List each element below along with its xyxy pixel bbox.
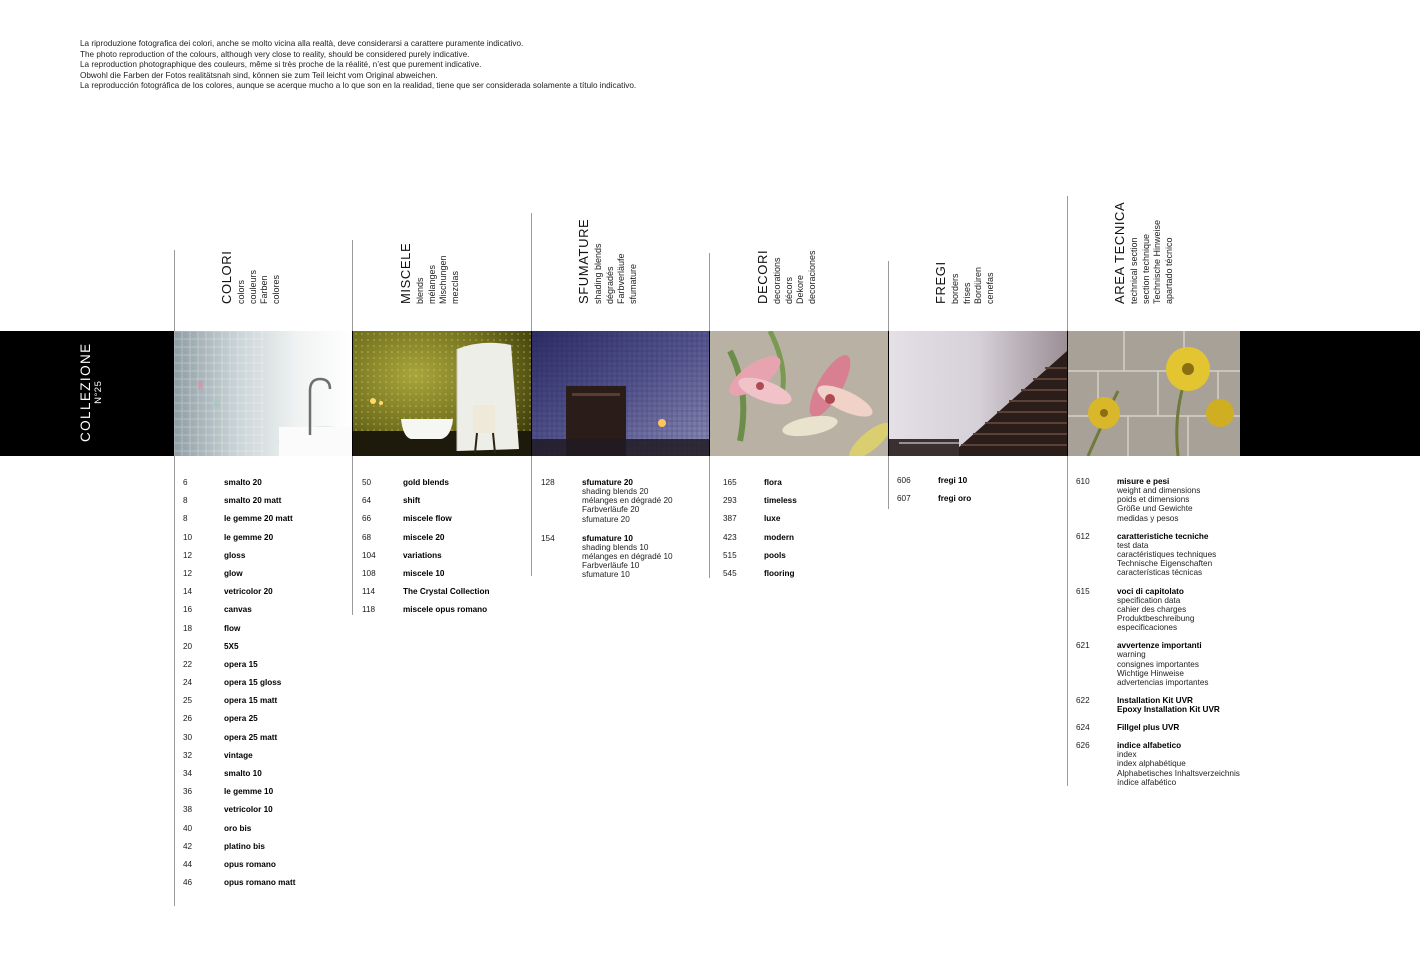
entry-name: caratteristiche tecniche xyxy=(1117,531,1209,541)
section-header-area-tecnica xyxy=(1113,202,1173,304)
page-number: 154 xyxy=(541,533,555,543)
area-tecnica-list xyxy=(1076,477,1240,787)
entry-name: indice alfabetico xyxy=(1117,741,1182,751)
entry-name: vetricolor 20 xyxy=(224,587,273,597)
entry-name: vetricolor 10 xyxy=(224,805,273,815)
section-title: COLORI xyxy=(219,250,234,304)
section-subtitle: colores xyxy=(270,274,281,304)
page-number: 22 xyxy=(183,659,193,669)
section-header-miscele xyxy=(399,243,459,304)
section-subtitle: décors xyxy=(783,276,794,304)
list-item[interactable] xyxy=(1076,723,1240,732)
disclaimer-es: La reproducción fotográfica de los colores, aunque se acerque mucho a lo que son en la realidad, tiene que ser considerada solamente a título indicativo. xyxy=(80,81,637,90)
page-number: 8 xyxy=(183,496,188,506)
page-number: 30 xyxy=(183,732,193,742)
page-number: 34 xyxy=(183,769,193,778)
entry-name: The Crystal Collection xyxy=(403,587,490,597)
entry-name: miscele flow xyxy=(403,514,452,524)
list-item[interactable] xyxy=(183,714,295,732)
page-number: 64 xyxy=(362,496,372,506)
entry-name: shift xyxy=(403,496,421,506)
page-number: 16 xyxy=(183,605,193,615)
page-number: 165 xyxy=(723,478,737,487)
entry-detail: warning xyxy=(1117,650,1146,660)
entry-detail: índice alfabético xyxy=(1117,777,1177,787)
gold-mosaic-bathroom-image xyxy=(353,331,531,456)
page-number: 25 xyxy=(183,696,193,706)
list-item[interactable] xyxy=(183,805,295,823)
photo-sfumature xyxy=(532,331,709,456)
page-number: 68 xyxy=(362,532,372,542)
entry-name: glow xyxy=(224,568,243,578)
section-subtitle: dégradés xyxy=(604,266,615,304)
section-subtitle: blends xyxy=(415,277,425,304)
list-item[interactable] xyxy=(183,533,295,551)
page-number: 128 xyxy=(541,478,555,487)
entry-name: Fillgel plus UVR xyxy=(1117,723,1180,733)
yellow-flower-mosaic-image xyxy=(1068,331,1240,456)
photo-decori xyxy=(710,331,888,456)
entry-name: platino bis xyxy=(224,841,265,851)
list-item[interactable] xyxy=(362,587,489,605)
entry-detail: especificaciones xyxy=(1117,623,1178,633)
entry-detail: poids et dimensions xyxy=(1117,495,1190,505)
entry-detail: consignes importantes xyxy=(1117,659,1199,669)
page-number: 624 xyxy=(1076,723,1090,733)
section-header-decori xyxy=(756,250,816,304)
page-number: 46 xyxy=(183,878,193,888)
section-subtitle: decoraciones xyxy=(806,250,817,304)
entry-detail: test data xyxy=(1117,540,1149,550)
entry-name: fregi oro xyxy=(938,494,972,504)
entry-name: flow xyxy=(224,623,241,633)
section-subtitle: apartado técnico xyxy=(1163,237,1174,304)
section-header-sfumature xyxy=(577,219,637,304)
color-disclaimer xyxy=(80,39,636,92)
list-item[interactable] xyxy=(183,624,295,642)
entry-detail: características técnicas xyxy=(1117,568,1203,578)
entry-detail: caractéristiques techniques xyxy=(1117,550,1217,560)
list-item[interactable] xyxy=(183,787,295,805)
entry-name: variations xyxy=(403,550,442,560)
lily-flower-mosaic-image xyxy=(710,331,888,456)
page-number: 118 xyxy=(362,605,376,615)
entry-detail: index xyxy=(1117,750,1137,760)
section-subtitle: mélanges xyxy=(426,264,437,304)
page-number: 114 xyxy=(362,587,376,597)
page-number: 12 xyxy=(183,550,193,560)
section-title: MISCELE xyxy=(398,242,413,304)
page-number: 32 xyxy=(183,750,193,760)
page-number: 26 xyxy=(183,714,193,724)
collection-brand xyxy=(78,342,104,442)
page-number: 626 xyxy=(1076,741,1090,751)
list-item[interactable] xyxy=(897,476,971,494)
list-item[interactable] xyxy=(183,769,295,787)
section-subtitle: mezclas xyxy=(449,270,460,304)
entry-name: opera 15 matt xyxy=(224,696,278,706)
bathroom-white-tiles-image xyxy=(174,331,352,456)
disclaimer-fr: La reproduction photographique des couleurs, même si très proche de la réalité, n’est que purement indicative. xyxy=(80,60,482,69)
entry-name: misure e pesi xyxy=(1117,477,1170,486)
section-subtitle: couleurs xyxy=(247,269,258,304)
disclaimer-en: The photo reproduction of the colours, although very close to reality, should be considered purely indicative. xyxy=(80,49,470,59)
entry-name: opus romano xyxy=(224,859,276,869)
entry-detail: shading blends 20 xyxy=(582,487,649,496)
page-number: 66 xyxy=(362,514,372,524)
entry-name: le gemme 20 xyxy=(224,532,274,542)
section-title: DECORI xyxy=(755,249,770,304)
entry-name: miscele 20 xyxy=(403,532,445,542)
page-number: 515 xyxy=(723,550,737,560)
entry-name: sfumature 20 xyxy=(582,478,633,487)
entry-name: le gemme 10 xyxy=(224,787,274,797)
list-item[interactable] xyxy=(362,496,489,514)
list-item[interactable] xyxy=(1076,532,1240,578)
list-item[interactable] xyxy=(362,533,489,551)
entry-name: opera 25 xyxy=(224,714,258,724)
photo-colori xyxy=(174,331,352,456)
entry-name: opera 15 gloss xyxy=(224,678,282,688)
section-subtitle: Bordüren xyxy=(973,266,984,304)
photo-area-tecnica xyxy=(1068,331,1240,456)
list-item[interactable] xyxy=(183,551,295,569)
page-number: 18 xyxy=(183,623,193,633)
section-header-colori xyxy=(220,251,280,304)
list-item[interactable] xyxy=(362,514,489,532)
section-subtitle: Dekore xyxy=(795,274,806,304)
entry-name: flora xyxy=(764,478,782,487)
list-item[interactable] xyxy=(362,569,489,587)
page-number: 615 xyxy=(1076,586,1090,596)
list-item[interactable] xyxy=(1076,641,1240,687)
entry-name: le gemme 20 matt xyxy=(224,514,293,524)
page-number: 621 xyxy=(1076,641,1090,651)
decori-list xyxy=(723,478,797,587)
entry-name: pools xyxy=(764,550,786,560)
list-item[interactable] xyxy=(723,569,797,587)
page-number: 38 xyxy=(183,805,193,815)
list-item[interactable] xyxy=(1076,696,1240,714)
blue-shaded-mosaic-image xyxy=(532,331,709,456)
list-item[interactable] xyxy=(183,878,295,896)
entry-name: opera 15 xyxy=(224,659,258,669)
entry-name: timeless xyxy=(764,496,797,506)
list-item[interactable] xyxy=(183,605,295,623)
page-number: 8 xyxy=(183,514,188,524)
section-subtitle: Technische Hinweise xyxy=(1152,219,1163,304)
entry-detail: Alphabetisches Inhaltsverzeichnis xyxy=(1117,768,1240,778)
section-subtitle: cenefas xyxy=(984,272,995,304)
entry-name: smalto 20 matt xyxy=(224,496,282,506)
page-number: 10 xyxy=(183,532,193,542)
section-subtitle: shading blends xyxy=(593,243,603,304)
page-number: 6 xyxy=(183,478,188,487)
photo-fregi xyxy=(889,331,1067,456)
page-number: 108 xyxy=(362,568,376,578)
entry-detail: weight and dimensions xyxy=(1117,486,1201,495)
entry-detail: medidas y pesos xyxy=(1117,513,1179,523)
page-number: 545 xyxy=(723,568,737,578)
section-subtitle: sfumature xyxy=(627,263,638,304)
list-item[interactable] xyxy=(183,842,295,860)
section-subtitle: Mischungen xyxy=(438,255,449,304)
page-number: 50 xyxy=(362,478,372,487)
page-number: 104 xyxy=(362,550,376,560)
page-number: 612 xyxy=(1076,531,1090,541)
list-item[interactable] xyxy=(1076,741,1240,787)
entry-name: gloss xyxy=(224,550,246,560)
section-subtitle: decorations xyxy=(772,257,782,304)
brand-number: N°25 xyxy=(93,380,104,404)
page-number: 423 xyxy=(723,532,737,542)
entry-detail: mélanges en dégradé 10 xyxy=(582,552,673,562)
page-number: 24 xyxy=(183,678,193,688)
list-item[interactable] xyxy=(183,587,295,605)
entry-detail: sfumature 10 xyxy=(582,570,630,580)
page-number: 14 xyxy=(183,587,193,597)
entry-detail: sfumature 20 xyxy=(582,514,630,524)
entry-name: opus romano matt xyxy=(224,878,296,888)
list-item[interactable] xyxy=(897,494,971,512)
entry-detail: Farbverläufe 20 xyxy=(582,505,640,515)
list-item[interactable] xyxy=(362,551,489,569)
list-item[interactable] xyxy=(1076,477,1240,523)
section-subtitle: Farben xyxy=(259,275,270,304)
disclaimer-it: La riproduzione fotografica dei colori, anche se molto vicina alla realtà, deve considerarsi a carattere puramente indicativo. xyxy=(80,39,524,48)
list-item[interactable] xyxy=(723,551,797,569)
section-title: AREA TECNICA xyxy=(1112,201,1127,304)
entry-name: gold blends xyxy=(403,478,449,487)
list-item[interactable] xyxy=(541,534,673,580)
entry-name: luxe xyxy=(764,514,781,524)
list-item[interactable] xyxy=(183,696,295,714)
entry-detail: Technische Eigenschaften xyxy=(1117,559,1213,569)
page-number: 607 xyxy=(897,494,911,504)
entry-detail: shading blends 10 xyxy=(582,542,649,552)
list-item[interactable] xyxy=(183,478,295,496)
section-subtitle: section technique xyxy=(1140,233,1151,304)
section-subtitle: frises xyxy=(961,282,972,304)
entry-name: 5X5 xyxy=(224,641,239,651)
list-item[interactable] xyxy=(362,605,489,623)
photo-miscele xyxy=(353,331,531,456)
section-subtitle: colors xyxy=(236,279,246,304)
entry-detail: index alphabétique xyxy=(1117,759,1186,769)
list-item[interactable] xyxy=(723,496,797,514)
page-number: 44 xyxy=(183,859,193,869)
miscele-list xyxy=(362,478,489,624)
entry-name: vintage xyxy=(224,750,253,760)
entry-name: avvertenze importanti xyxy=(1117,641,1202,651)
fregi-list xyxy=(897,476,971,512)
page-number: 40 xyxy=(183,823,193,833)
page-number: 20 xyxy=(183,641,193,651)
list-item[interactable] xyxy=(183,514,295,532)
entry-name: modern xyxy=(764,532,795,542)
entry-name: oro bis xyxy=(224,823,252,833)
column-divider-area-tecnica xyxy=(1067,196,1068,786)
section-subtitle: borders xyxy=(950,273,960,304)
list-item[interactable] xyxy=(541,478,673,524)
entry-name: smalto 20 xyxy=(224,478,262,487)
entry-detail: Wichtige Hinweise xyxy=(1117,668,1184,678)
entry-name: miscele 10 xyxy=(403,568,445,578)
section-title: FREGI xyxy=(933,261,948,304)
entry-name: sfumature 10 xyxy=(582,533,633,543)
section-title: SFUMATURE xyxy=(576,218,591,304)
list-item[interactable] xyxy=(723,533,797,551)
entry-name: opera 25 matt xyxy=(224,732,278,742)
list-item[interactable] xyxy=(183,824,295,842)
entry-name: flooring xyxy=(764,568,795,578)
list-item[interactable] xyxy=(183,660,295,678)
staircase-borders-image xyxy=(889,331,1067,456)
brand-name: COLLEZIONE xyxy=(78,342,93,442)
page-number: 293 xyxy=(723,496,737,506)
list-item[interactable] xyxy=(183,860,295,878)
section-header-fregi xyxy=(934,261,994,304)
list-item[interactable] xyxy=(362,478,489,496)
list-item[interactable] xyxy=(183,751,295,769)
entry-detail: specification data xyxy=(1117,595,1181,605)
list-item[interactable] xyxy=(723,514,797,532)
page-number: 606 xyxy=(897,476,911,485)
list-item[interactable] xyxy=(723,478,797,496)
list-item[interactable] xyxy=(183,642,295,660)
entry-detail: mélanges en dégradé 20 xyxy=(582,496,673,506)
entry-detail: advertencias importantes xyxy=(1117,678,1209,688)
list-item[interactable] xyxy=(183,678,295,696)
page-number: 622 xyxy=(1076,696,1090,706)
page-number: 36 xyxy=(183,787,193,797)
page-number: 610 xyxy=(1076,477,1090,486)
section-subtitle: Farbverläufe xyxy=(616,253,627,304)
list-item[interactable] xyxy=(183,733,295,751)
section-subtitle: technical section xyxy=(1129,237,1139,304)
entry-name: miscele opus romano xyxy=(403,605,488,615)
list-item[interactable] xyxy=(1076,587,1240,633)
entry-name: fregi 10 xyxy=(938,476,968,485)
page-number: 387 xyxy=(723,514,737,524)
colori-list xyxy=(183,478,295,896)
entry-name-secondary: Epoxy Installation Kit UVR xyxy=(1117,705,1220,715)
sfumature-list xyxy=(541,478,673,580)
disclaimer-de: Obwohl die Farben der Fotos realitätsnah sind, können sie zum Teil leicht vom Original abweichen. xyxy=(80,70,438,80)
entry-detail: Farbverläufe 10 xyxy=(582,561,640,571)
entry-detail: Größe und Gewichte xyxy=(1117,504,1193,514)
entry-detail: Produktbeschreibung xyxy=(1117,614,1195,624)
entry-name: Installation Kit UVR xyxy=(1117,696,1193,706)
entry-name: canvas xyxy=(224,605,252,615)
list-item[interactable] xyxy=(183,569,295,587)
entry-name: smalto 10 xyxy=(224,769,262,778)
list-item[interactable] xyxy=(183,496,295,514)
entry-detail: cahier des charges xyxy=(1117,604,1187,614)
page-number: 42 xyxy=(183,841,193,851)
entry-name: voci di capitolato xyxy=(1117,586,1184,596)
page-number: 12 xyxy=(183,568,193,578)
